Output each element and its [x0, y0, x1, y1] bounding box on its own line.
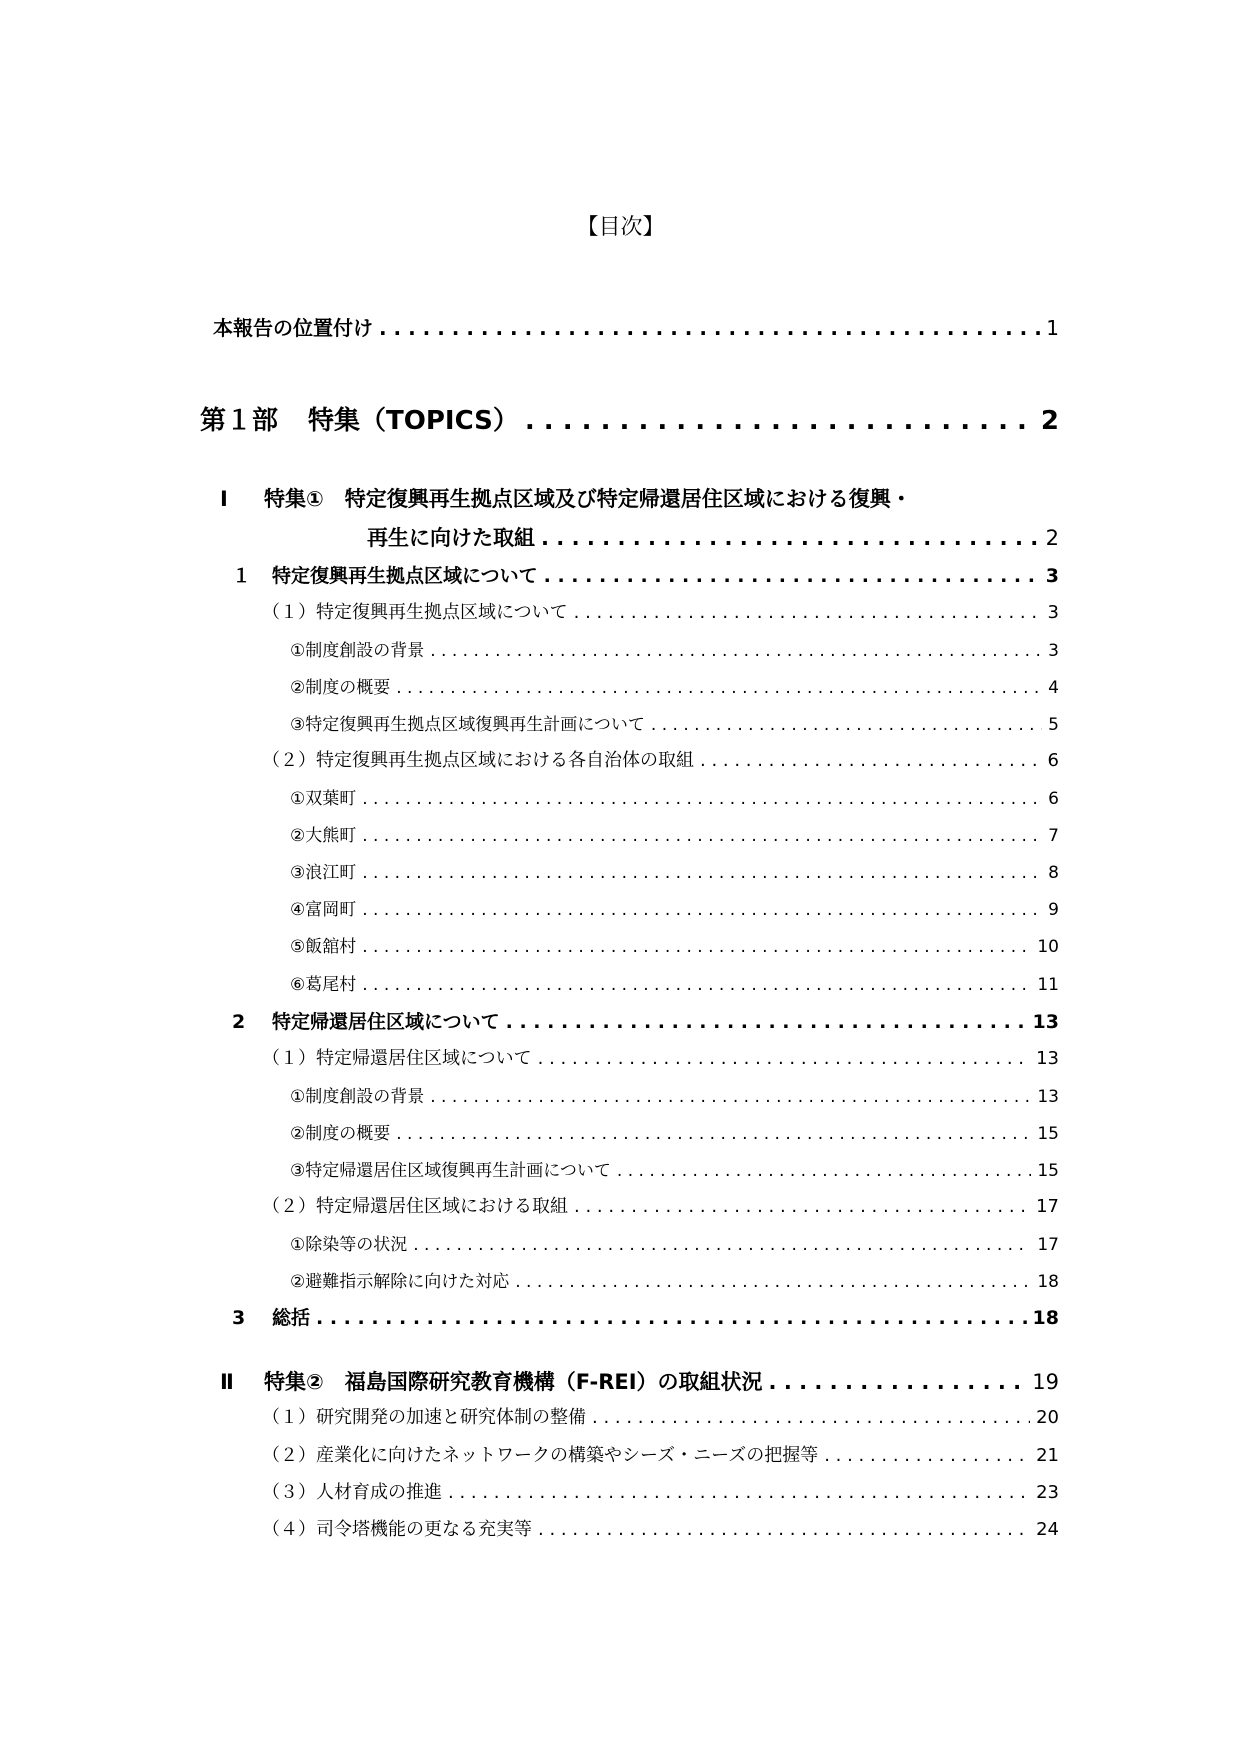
toc-entry-label: （２）産業化に向けたネットワークの構築やシーズ・ニーズの把握等 [262, 1445, 819, 1466]
page-number: 17 [1037, 1235, 1059, 1255]
dot-leader [541, 526, 1040, 550]
page-number: 2 [1045, 526, 1059, 550]
toc-entry-label: 特集（TOPICS） [308, 406, 519, 436]
dot-leader [824, 1445, 1030, 1466]
dot-leader [362, 826, 1042, 846]
toc-entry-label: ③特定帰還居住区域復興再生計画について [290, 1161, 611, 1181]
page-number: 8 [1048, 863, 1059, 883]
toc-entry-label: ②制度の概要 [290, 678, 391, 698]
toc-entry-label: ①双葉町 [290, 789, 357, 809]
toc-entry-label: ①制度創設の背景 [290, 641, 425, 661]
feature-number: Ⅰ [220, 487, 228, 511]
part-number: 第１部 [200, 406, 279, 436]
toc-entry-section[interactable] [232, 1303, 1059, 1330]
toc-entry-item[interactable] [290, 970, 1059, 995]
toc-entry-label: ①制度創設の背景 [290, 1087, 425, 1107]
toc-entry-label: （２）特定復興再生拠点区域における各自治体の取組 [262, 750, 694, 771]
toc-entry-item[interactable] [290, 858, 1059, 883]
dot-leader [362, 937, 1031, 957]
toc-entry-subsection[interactable] [262, 1403, 1059, 1429]
page-number: 15 [1037, 1124, 1059, 1144]
toc-entry-part1[interactable] [200, 400, 1059, 437]
dot-leader [362, 975, 1031, 995]
dot-leader [574, 602, 1042, 623]
dot-leader [574, 1196, 1030, 1217]
toc-entry-item[interactable] [290, 710, 1059, 735]
page-title: 【目次】 [576, 215, 665, 240]
page-number: 18 [1032, 1307, 1059, 1329]
toc-entry-label: ②大熊町 [290, 826, 357, 846]
dot-leader [525, 406, 1035, 436]
page-number: 21 [1036, 1445, 1059, 1466]
toc-entry-subsection[interactable] [262, 1192, 1059, 1218]
dot-leader [769, 1370, 1027, 1394]
toc-entry-label: ③特定復興再生拠点区域復興再生計画について [290, 715, 645, 735]
page-number: 3 [1048, 641, 1059, 661]
toc-entry-label: ②制度の概要 [290, 1124, 391, 1144]
page-number: 7 [1048, 826, 1059, 846]
toc-entry-subsection[interactable] [262, 1478, 1059, 1504]
page-number: 3 [1045, 565, 1059, 587]
page-number: 24 [1036, 1519, 1059, 1540]
page-number: 5 [1048, 715, 1059, 735]
page-number: 6 [1047, 750, 1059, 771]
toc-entry-label: ②避難指示解除に向けた対応 [290, 1272, 510, 1292]
dot-leader [544, 565, 1040, 587]
dot-leader [651, 715, 1042, 735]
toc-entry-preface[interactable] [213, 312, 1059, 341]
toc-entry-subsection[interactable] [262, 746, 1059, 772]
toc-entry-label: 本報告の位置付け [213, 316, 373, 340]
toc-entry-label: （４）司令塔機能の更なる充実等 [262, 1519, 532, 1540]
page-number: 17 [1036, 1196, 1059, 1217]
dot-leader [592, 1407, 1030, 1428]
toc-entry-label: 総括 [272, 1307, 311, 1329]
dot-leader [506, 1011, 1027, 1033]
page-number: 3 [1047, 602, 1059, 623]
dot-leader [430, 641, 1042, 661]
toc-entry-label: ③浪江町 [290, 863, 357, 883]
toc-entry-subsection[interactable] [262, 1441, 1059, 1467]
toc-entry-subsection[interactable] [262, 1044, 1059, 1070]
feature-number: Ⅱ [220, 1370, 234, 1394]
toc-entry-item[interactable] [290, 1156, 1059, 1181]
dot-leader [515, 1272, 1031, 1292]
toc-entry-label: ⑥葛尾村 [290, 975, 357, 995]
toc-entry-item[interactable] [290, 932, 1059, 957]
toc-entry-item[interactable] [290, 1230, 1059, 1255]
toc-entry-label: （３）人材育成の推進 [262, 1482, 442, 1503]
toc-entry-label: 特定帰還居住区域について [272, 1011, 500, 1033]
toc-entry-label: ④富岡町 [290, 900, 357, 920]
dot-leader [538, 1519, 1030, 1540]
toc-entry-feature1-line2[interactable] [367, 522, 1059, 552]
dot-leader [396, 1124, 1031, 1144]
section-number: 2 [232, 1011, 246, 1033]
dot-leader [396, 678, 1042, 698]
toc-entry-item[interactable] [290, 1082, 1059, 1107]
page-number: 18 [1037, 1272, 1059, 1292]
page-number: 11 [1037, 975, 1059, 995]
toc-entry-label: 再生に向けた取組 [367, 526, 535, 550]
page-number: 6 [1048, 789, 1059, 809]
toc-entry-label: 特定復興再生拠点区域について [272, 565, 538, 587]
page-number: 10 [1037, 937, 1059, 957]
toc-entry-feature2[interactable] [220, 1366, 1059, 1396]
toc-entry-label: （１）研究開発の加速と研究体制の整備 [262, 1407, 586, 1428]
toc-entry-item[interactable] [290, 636, 1059, 661]
toc-entry-label: ①除染等の状況 [290, 1235, 408, 1255]
dot-leader [379, 316, 1040, 340]
toc-entry-item[interactable] [290, 784, 1059, 809]
toc-entry-item[interactable] [290, 821, 1059, 846]
dot-leader [700, 750, 1042, 771]
page-number: 1 [1046, 316, 1059, 340]
toc-entry-item[interactable] [290, 673, 1059, 698]
page-number: 20 [1036, 1407, 1059, 1428]
toc-entry-subsection[interactable] [262, 598, 1059, 624]
dot-leader [362, 789, 1042, 809]
toc-entry-item[interactable] [290, 1267, 1059, 1292]
toc-entry-label: 特集② 福島国際研究教育機構（F-REI）の取組状況 [264, 1370, 763, 1394]
page-number: 19 [1032, 1370, 1059, 1394]
dot-leader [362, 900, 1042, 920]
toc-entry-subsection[interactable] [262, 1515, 1059, 1541]
dot-leader [316, 1307, 1027, 1329]
page-number: 13 [1037, 1087, 1059, 1107]
toc-entry-label: （１）特定帰還居住区域について [262, 1048, 532, 1069]
page-number: 15 [1037, 1161, 1059, 1181]
toc-entry-item[interactable] [290, 895, 1059, 920]
dot-leader [413, 1235, 1031, 1255]
toc-entry-section[interactable] [232, 1007, 1059, 1034]
page-number: 2 [1040, 406, 1059, 436]
section-number: １ [232, 565, 252, 587]
page-number: 23 [1036, 1482, 1059, 1503]
page-number: 13 [1036, 1048, 1059, 1069]
toc-entry-label: （２）特定帰還居住区域における取組 [262, 1196, 568, 1217]
dot-leader [430, 1087, 1031, 1107]
section-number: 3 [232, 1307, 246, 1329]
page-number: 13 [1032, 1011, 1059, 1033]
page-number: 9 [1048, 900, 1059, 920]
toc-entry-label: 特集① 特定復興再生拠点区域及び特定帰還居住区域における復興・ [264, 487, 912, 511]
toc-entry-feature1-line1[interactable] [220, 483, 1080, 513]
toc-entry-label: （１）特定復興再生拠点区域について [262, 602, 568, 623]
page-number: 4 [1048, 678, 1059, 698]
toc-entry-section[interactable] [232, 561, 1059, 588]
toc-entry-item[interactable] [290, 1119, 1059, 1144]
dot-leader [362, 863, 1042, 883]
toc-entry-label: ⑤飯舘村 [290, 937, 357, 957]
dot-leader [448, 1482, 1030, 1503]
dot-leader [538, 1048, 1030, 1069]
dot-leader [617, 1161, 1031, 1181]
